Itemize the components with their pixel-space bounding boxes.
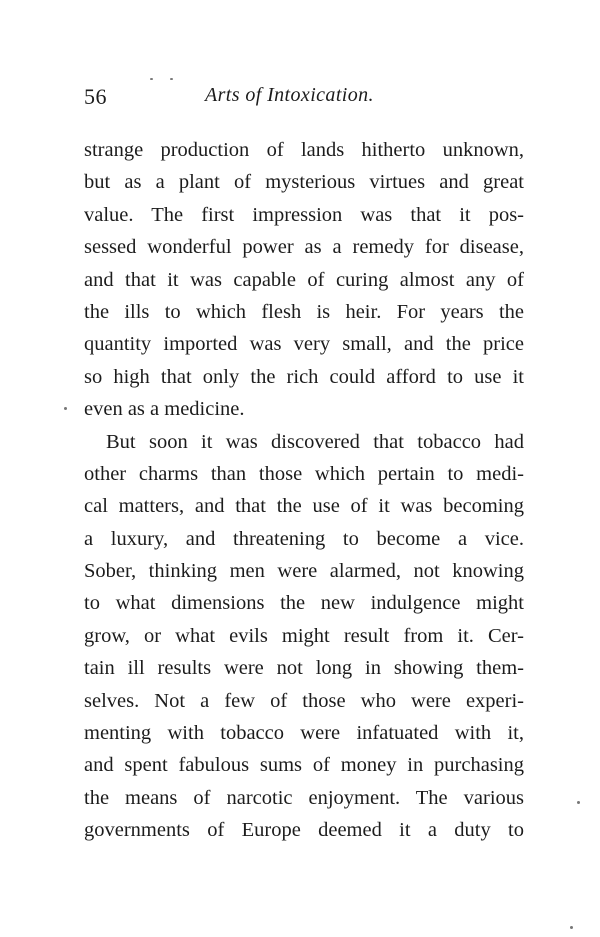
text-line: tain ill results were not long in showing them-	[84, 657, 524, 680]
text-line: menting with tobacco were infatuated with it,	[84, 722, 524, 745]
body-text	[84, 134, 524, 847]
scan-speck	[150, 78, 153, 80]
text-line: governments of Europe deemed it a duty to	[84, 819, 524, 842]
text-line: to what dimensions the new indulgence might	[84, 592, 524, 615]
text-line: selves. Not a few of those who were experi-	[84, 689, 524, 712]
text-line: but as a plant of mysterious virtues and great	[84, 171, 524, 194]
scan-speck	[64, 407, 67, 410]
text-line: and spent fabulous sums of money in purchasing	[84, 754, 524, 777]
text-line-paragraph-start: But soon it was discovered that tobacco had	[106, 430, 524, 453]
text-line: the means of narcotic enjoyment. The various	[84, 786, 524, 809]
text-line: quantity imported was very small, and the price	[84, 333, 524, 356]
text-line: the ills to which flesh is heir. For years the	[84, 300, 524, 323]
scan-speck	[577, 801, 580, 804]
text-line: so high that only the rich could afford to use it	[84, 365, 524, 388]
scan-speck	[570, 926, 573, 929]
text-line: Sober, thinking men were alarmed, not knowing	[84, 560, 524, 583]
text-line: cal matters, and that the use of it was becoming	[84, 495, 524, 518]
text-line: strange production of lands hitherto unknown,	[84, 139, 524, 161]
page-number: 56	[84, 84, 107, 109]
text-line: and that it was capable of curing almost any of	[84, 268, 524, 291]
text-line: value. The first impression was that it pos-	[84, 203, 524, 226]
text-line-paragraph-end: even as a medicine.	[84, 398, 245, 421]
running-title: Arts of Intoxication.	[205, 84, 374, 106]
text-line: grow, or what evils might result from it. Cer-	[84, 624, 524, 647]
text-line: a luxury, and threatening to become a vice.	[84, 527, 524, 550]
text-line: sessed wonderful power as a remedy for disease,	[84, 236, 524, 259]
text-line: other charms than those which pertain to medi-	[84, 462, 524, 485]
running-head	[84, 84, 524, 114]
scan-speck	[170, 78, 173, 80]
